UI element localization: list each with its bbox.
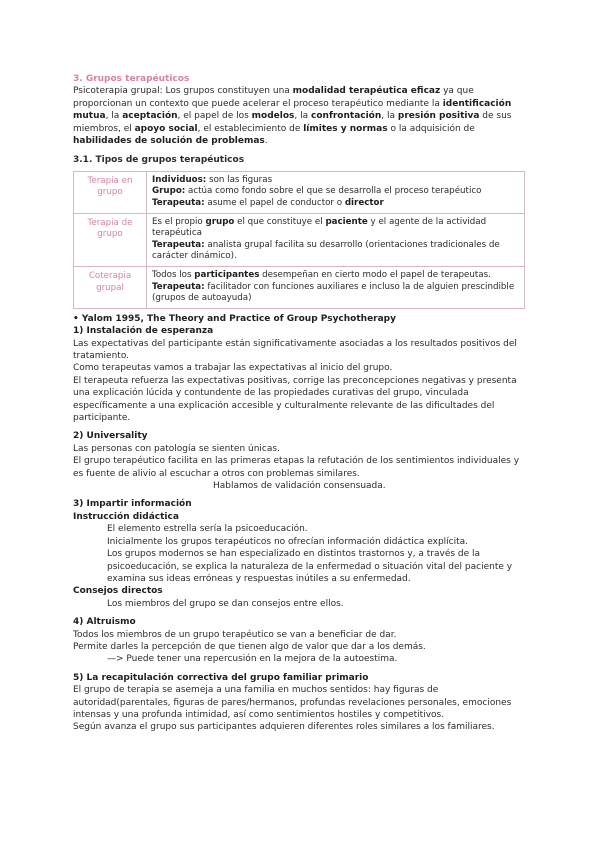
factor-text: Las expectativas del participante están significativamente asociadas a los resultados positivos del tratamiento. [73,338,517,361]
description-bold-text: Terapeuta: [152,198,205,209]
factor-text: El grupo de terapia se asemeja a una familia en muchos sentidos: hay figuras de autoridad(parentales, figuras de pares/hermanos, profundas revelaciones personales, emociones intensas y una profunda intimidad, así como sentimientos hostiles y competitivos. [73,685,512,720]
description-bold-text: Grupo: [152,186,186,197]
description-bold-text: participantes [194,270,260,280]
intro-text: de sus miembros, el [73,111,512,134]
description-bold-text: grupo [205,216,235,227]
intro-text: . [264,136,268,147]
description-text: y el agente de la actividad terapéutica [152,216,487,239]
description-bold-text: Terapeuta: [152,281,205,292]
factor-heading: Consejos directos [73,586,163,597]
factor-text: Los miembros del grupo se dan consejos entre ellos. [107,598,344,609]
intro-text: , la [105,111,123,122]
intro-bold-text: aceptación [122,111,178,122]
group-types-table [73,171,525,309]
description-bold-text: director [344,198,384,209]
intro-bold-text: apoyo social [134,123,198,134]
factor-text: Permite darles la percepción de que tienen algo de valor que dar a los demás. [73,641,426,652]
description-text: Es el propio [152,216,206,227]
description-text: desempeñan en cierto modo el papel de terapeutas. [259,270,491,280]
group-type-row [74,267,525,309]
description-line [152,270,519,282]
description-line [152,217,519,240]
factor-text: Inicialmente los grupos terapéuticos no ofrecían información didáctica explícita. [107,536,469,547]
description-line [152,282,519,305]
description-text: son las figuras [206,174,273,185]
yalom-heading: • Yalom 1995, The Theory and Practice of Group Psychotherapy [73,313,396,324]
description-line [152,175,519,187]
intro-bold-text: modelos [251,111,295,122]
factor-text: Como terapeutas vamos a trabajar las expectativas al inicio del grupo. [73,363,393,374]
group-type-name: Terapia de grupo [74,213,147,266]
factor-text: —> Puede tener una repercusión en la mejora de la autoestima. [107,654,398,665]
factor-heading: 3) Impartir información [73,499,192,510]
factor-text: El terapeuta refuerza las expectativas positivas, corrige las preconcepciones negativas y presenta una explicación lúcida y contundente de las propiedades curativas del grupo, vinculada específicamente a una explicación accesible y culturalmente relevante de las dificultades del participante. [73,375,517,424]
description-bold-text: Terapeuta: [152,239,205,250]
section-intro-paragraph [73,85,525,147]
description-text: asume el papel de conductor o [204,198,345,209]
description-text: el que constituye el [234,216,326,227]
intro-text: ya que proporcionan un contexto que puede acelerar el proceso terapéutico mediante la [73,86,474,109]
group-type-row [74,213,525,266]
intro-text: , la [381,111,398,122]
intro-text: , la [294,111,312,122]
factor-text: Todos los miembros de un grupo terapéutico se van a beneficiar de dar. [73,629,397,640]
yalom-factors-list [73,325,525,734]
intro-bold-text: confrontación [311,111,382,122]
intro-bold-text: modalidad terapéutica eficaz [292,86,441,97]
section-title: 3. Grupos terapéuticos [73,74,190,84]
subsection-title: 3.1. Tipos de grupos terapéuticos [73,155,245,166]
intro-text: o la adquisición de [387,123,475,134]
description-text: analista grupal facilita su desarrollo (orientaciones tradicionales de carácter dinámico). [152,239,500,262]
intro-bold-text: identificación mutua [73,98,512,122]
document-content [73,73,525,734]
description-line [152,240,519,263]
group-type-description [147,267,525,309]
intro-bold-text: habilidades de solución de problemas [73,136,265,147]
group-type-name: Coterapia grupal [74,267,147,309]
description-text: Todos los [152,270,195,280]
group-type-name: Terapia en grupo [74,171,147,213]
factor-text: Según avanza el grupo sus participantes adquieren diferentes roles similares a los familiares. [73,722,495,733]
description-bold-text: paciente [325,216,368,227]
description-text: facilitador con funciones auxiliares e incluso la de alguien prescindible (grupos de autoayuda) [152,281,515,304]
factor-text: El elemento estrella sería la psicoeducación. [107,524,308,535]
factor-heading: 5) La recapitulación correctiva del grupo familiar primario [73,672,369,683]
intro-text: , el establecimiento de [197,123,304,134]
group-type-description [147,213,525,266]
intro-bold-text: presión positiva [397,111,480,122]
description-line [152,186,519,198]
description-text: actúa como fondo sobre el que se desarrolla el proceso terapéutico [185,186,482,197]
factor-text: Las personas con patología se sienten únicas. [73,443,280,454]
group-type-description [147,171,525,213]
factor-heading: 4) Altruismo [73,617,136,628]
group-type-row [74,171,525,213]
factor-heading: 1) Instalación de esperanza [73,326,214,337]
intro-bold-text: límites y normas [303,123,388,134]
factor-text: El grupo terapéutico facilita en las primeras etapas la refutación de los sentimientos individuales y es fuente de alivio al escuchar a otros con problemas similares. [73,456,520,479]
intro-text: Psicoterapia grupal: Los grupos constituyen una [73,86,293,97]
description-bold-text: Individuos: [152,174,207,185]
intro-text: , el papel de los [177,111,252,122]
description-line [152,198,519,210]
factor-heading: 2) Universality [73,431,148,442]
factor-heading: Instrucción didáctica [73,511,179,522]
factor-text: Los grupos modernos se han especializado en distintos trastornos y, a través de la psicoeducación, se explica la naturaleza de la enfermedad o situación vital del paciente y examina sus ideas erróneas y respuestas inútiles a su enfermedad. [107,549,513,584]
factor-text: Hablamos de validación consensuada. [213,481,386,492]
